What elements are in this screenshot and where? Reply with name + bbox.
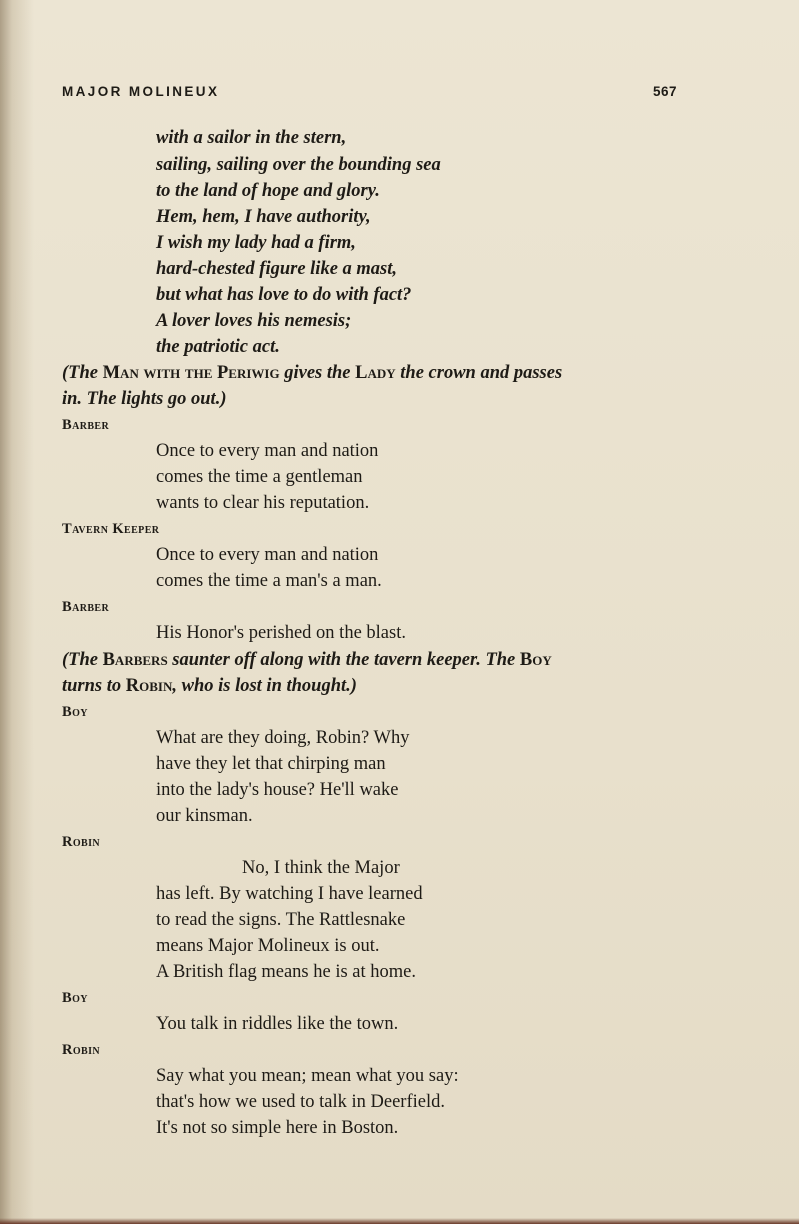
- character-name: Man with the Periwig: [102, 363, 280, 383]
- page-bottom-edge: [0, 1218, 799, 1224]
- stage-direction: (The Barbers saunter off along with the tavern keeper. The Boy: [62, 650, 552, 670]
- stage-direction: (The Man with the Periwig gives the Lady the crown and passes: [62, 363, 563, 383]
- dialogue-line: comes the time a gentleman: [156, 467, 363, 487]
- dialogue-line: It's not so simple here in Boston.: [156, 1118, 399, 1138]
- song-line: sailing, sailing over the bounding sea: [156, 155, 441, 175]
- dialogue-line: What are they doing, Robin? Why: [156, 728, 410, 748]
- dialogue-line: our kinsman.: [156, 806, 253, 826]
- song-line: Hem, hem, I have authority,: [156, 207, 371, 227]
- dialogue-line: You talk in riddles like the town.: [156, 1014, 399, 1034]
- song-line: with a sailor in the stern,: [156, 128, 347, 148]
- stage-direction: in. The lights go out.): [62, 389, 227, 409]
- song-line: the patriotic act.: [156, 337, 280, 357]
- song-line: I wish my lady had a firm,: [156, 233, 356, 253]
- dialogue-line: wants to clear his reputation.: [156, 493, 370, 513]
- character-name: Boy: [519, 650, 552, 670]
- dialogue-line: comes the time a man's a man.: [156, 571, 382, 591]
- dialogue-line: to read the signs. The Rattlesnake: [156, 910, 406, 930]
- speaker-name: Robin: [62, 834, 101, 850]
- dialogue-line: has left. By watching I have learned: [156, 884, 423, 904]
- dialogue-line: Say what you mean; mean what you say:: [156, 1066, 459, 1086]
- dialogue-line: into the lady's house? He'll wake: [156, 780, 399, 800]
- dialogue-line: have they let that chirping man: [156, 754, 386, 774]
- character-name: Robin: [125, 676, 173, 696]
- speaker-name: Boy: [62, 704, 88, 720]
- speaker-name: Robin: [62, 1042, 101, 1058]
- running-title: MAJOR MOLINEUX: [62, 84, 220, 99]
- speaker-name: Boy: [62, 990, 88, 1006]
- song-line: hard-chested figure like a mast,: [156, 259, 398, 279]
- speaker-name: Barber: [62, 599, 110, 615]
- page-number: 567: [652, 84, 677, 99]
- speaker-name: Tavern Keeper: [62, 521, 160, 537]
- dialogue-line: means Major Molineux is out.: [156, 936, 380, 956]
- stage-direction: turns to Robin, who is lost in thought.): [62, 676, 357, 696]
- dialogue-line: A British flag means he is at home.: [156, 962, 416, 982]
- song-line: but what has love to do with fact?: [156, 285, 412, 305]
- song-line: A lover loves his nemesis;: [156, 311, 352, 331]
- dialogue-line: Once to every man and nation: [156, 441, 379, 461]
- dialogue-line: that's how we used to talk in Deerfield.: [156, 1092, 445, 1112]
- character-name: Lady: [355, 363, 396, 383]
- dialogue-line: No, I think the Major: [242, 858, 400, 878]
- song-line: to the land of hope and glory.: [156, 181, 380, 201]
- dialogue-line: His Honor's perished on the blast.: [156, 623, 406, 643]
- dialogue-line: Once to every man and nation: [156, 545, 379, 565]
- speaker-name: Barber: [62, 417, 110, 433]
- character-name: Barbers: [102, 650, 168, 670]
